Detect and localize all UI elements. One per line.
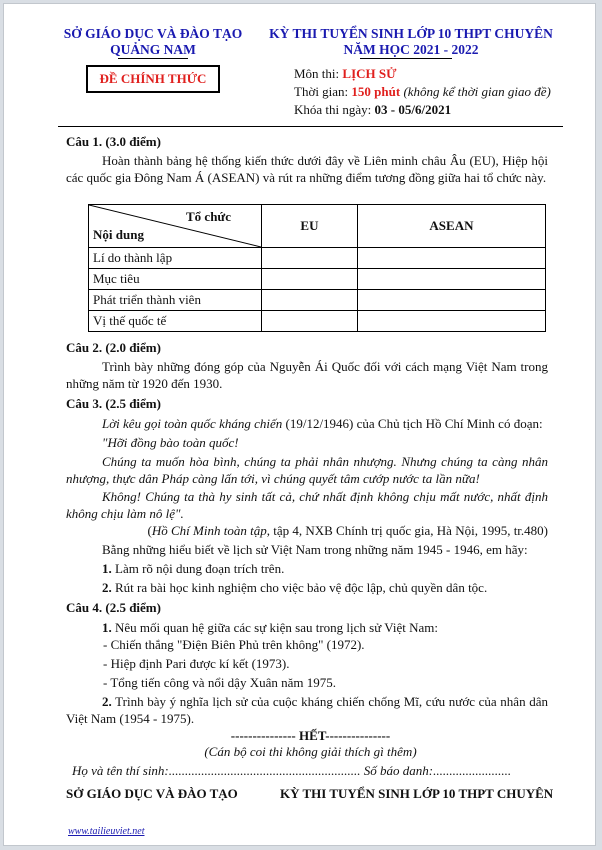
subject-line: [294, 64, 396, 83]
q4-item-1: [66, 619, 548, 636]
q3-quote-3: Không! Chúng ta thà hy sinh tất cả, chứ nhất định không chịu mất nước, nhất định không chịu làm nô lệ".: [66, 489, 548, 521]
proctor-note: (Cán bộ coi thi không giải thích gì thêm): [204, 744, 417, 759]
table-cell-asean: [357, 290, 545, 311]
q1-title: Câu 1. (3.0 điểm): [66, 134, 161, 149]
q4-item-1-number: 1.: [102, 620, 112, 635]
q3-item-1-text: Làm rõ nội dung đoạn trích trên.: [111, 561, 285, 576]
time-value: 150 phút: [351, 84, 401, 99]
end-het-text: --------------- HẾT---------------: [230, 728, 391, 743]
q4-item-2: [66, 693, 548, 727]
province-underline: [118, 58, 188, 59]
table-header-row: [89, 205, 546, 248]
q3-item-2-text: Rút ra bài học kinh nghiệm cho việc bảo vệ độc lập, chủ quyền dân tộc.: [111, 580, 488, 595]
website-link[interactable]: www.tailieuviet.net: [68, 826, 145, 837]
q3-item-1-number: 1.: [102, 561, 112, 576]
table-cell-eu: [262, 248, 358, 269]
q4-title: Câu 4. (2.5 điểm): [66, 600, 161, 615]
table-corner-cell: [89, 205, 262, 248]
table-cell-asean: [357, 248, 545, 269]
time-note: (không kể thời gian giao đề): [400, 84, 551, 99]
q3-intro-rest: (19/12/1946) của Chủ tịch Hồ Chí Minh có đoạn:: [282, 416, 543, 431]
row-label: Phát triển thành viên: [89, 290, 262, 311]
table-cell-eu: [262, 290, 358, 311]
q4-item-2-text: Trình bày ý nghĩa lịch sử của cuộc kháng chiến chống Mĩ, cứu nước của nhân dân Việt Nam (1954 - 1975).: [66, 694, 548, 726]
q1-text: Hoàn thành bảng hệ thống kiến thức dưới đây về Liên minh châu Âu (EU), Hiệp hội các quốc gia Đông Nam Á (ASEAN) và rút ra những điểm tương đồng giữa hai tổ chức này.: [66, 153, 548, 185]
q3-quote-1: "Hỡi đồng bào toàn quốc!: [102, 435, 239, 450]
header-divider: [58, 126, 563, 127]
q3-source-rest: , tập 4, NXB Chính trị quốc gia, Hà Nội, 1995, tr.480): [266, 523, 548, 538]
q3-source: [66, 522, 548, 539]
date-label: Khóa thi ngày:: [294, 102, 375, 117]
q3-intro-title: Lời kêu gọi toàn quốc kháng chiến: [102, 416, 283, 431]
time-label: Thời gian:: [294, 84, 352, 99]
q4-item-1-text: Nêu mối quan hệ giữa các sự kiện sau trong lịch sử Việt Nam:: [111, 620, 439, 635]
knowledge-table: [88, 204, 546, 332]
table-row: [89, 290, 546, 311]
corner-bottom-label: Nội dung: [93, 227, 144, 242]
q4-event: - Chiến thắng "Điện Biên Phủ trên không" (1972).: [103, 637, 365, 652]
row-label: Vị thế quốc tế: [89, 311, 262, 332]
school-year: NĂM HỌC 2021 - 2022: [343, 42, 479, 57]
corner-top-label: Tổ chức: [186, 209, 231, 224]
table-row: [89, 311, 546, 332]
q2-text: Trình bày những đóng góp của Nguyễn Ái Quốc đối với cách mạng Việt Nam trong những năm từ 1920 đến 1930.: [66, 359, 548, 391]
table-row: [89, 269, 546, 290]
exam-title: KỲ THI TUYỂN SINH LỚP 10 THPT CHUYÊN: [269, 26, 553, 41]
candidate-info-line: Họ và tên thí sinh:........................................................... Số báo danh:........................: [72, 763, 512, 778]
subject-value: LỊCH SỬ: [342, 66, 397, 81]
q3-item-2: [66, 579, 548, 596]
row-label: Mục tiêu: [89, 269, 262, 290]
department-name: SỞ GIÁO DỤC VÀ ĐÀO TẠO: [63, 26, 243, 41]
q3-source-title: Hồ Chí Minh toàn tập: [151, 523, 267, 538]
table-cell-eu: [262, 311, 358, 332]
school-year-underline: [360, 58, 452, 59]
q4-item-2-number: 2.: [102, 694, 112, 709]
time-line: [294, 82, 551, 101]
subject-label: Môn thi:: [294, 66, 343, 81]
repeat-header-left: SỞ GIÁO DỤC VÀ ĐÀO TẠO: [66, 786, 238, 801]
column-header-asean: ASEAN: [357, 205, 545, 248]
column-header-eu: EU: [262, 205, 358, 248]
table-cell-eu: [262, 269, 358, 290]
row-label: Lí do thành lập: [89, 248, 262, 269]
province-name: QUẢNG NAM: [110, 42, 196, 57]
q4-event: - Tổng tiến công và nổi dậy Xuân năm 1975.: [103, 675, 336, 690]
q3-source-open: (: [147, 523, 152, 538]
q3-prompt: Bằng những hiểu biết về lịch sử Việt Nam trong những năm 1945 - 1946, em hãy:: [102, 542, 528, 557]
q3-intro: [66, 415, 548, 432]
q2-title: Câu 2. (2.0 điểm): [66, 340, 161, 355]
q4-event: - Hiệp định Pari được kí kết (1973).: [103, 656, 290, 671]
date-value: 03 - 05/6/2021: [374, 102, 452, 117]
q3-quote-2: Chúng ta muốn hòa bình, chúng ta phải nhân nhượng. Nhưng chúng ta càng nhân nhượng, thực dân Pháp càng lấn tới, vì chúng quyết tâm cướp nước ta lần nữa!: [66, 454, 548, 486]
table-cell-asean: [357, 311, 545, 332]
repeat-header-right: KỲ THI TUYỂN SINH LỚP 10 THPT CHUYÊN: [280, 786, 554, 801]
table-row: [89, 248, 546, 269]
q3-item-2-number: 2.: [102, 580, 112, 595]
official-exam-label: ĐỀ CHÍNH THỨC: [86, 65, 220, 93]
q3-title: Câu 3. (2.5 điểm): [66, 396, 161, 411]
q3-item-1: [66, 560, 548, 577]
date-line: [294, 100, 451, 119]
table-cell-asean: [357, 269, 545, 290]
